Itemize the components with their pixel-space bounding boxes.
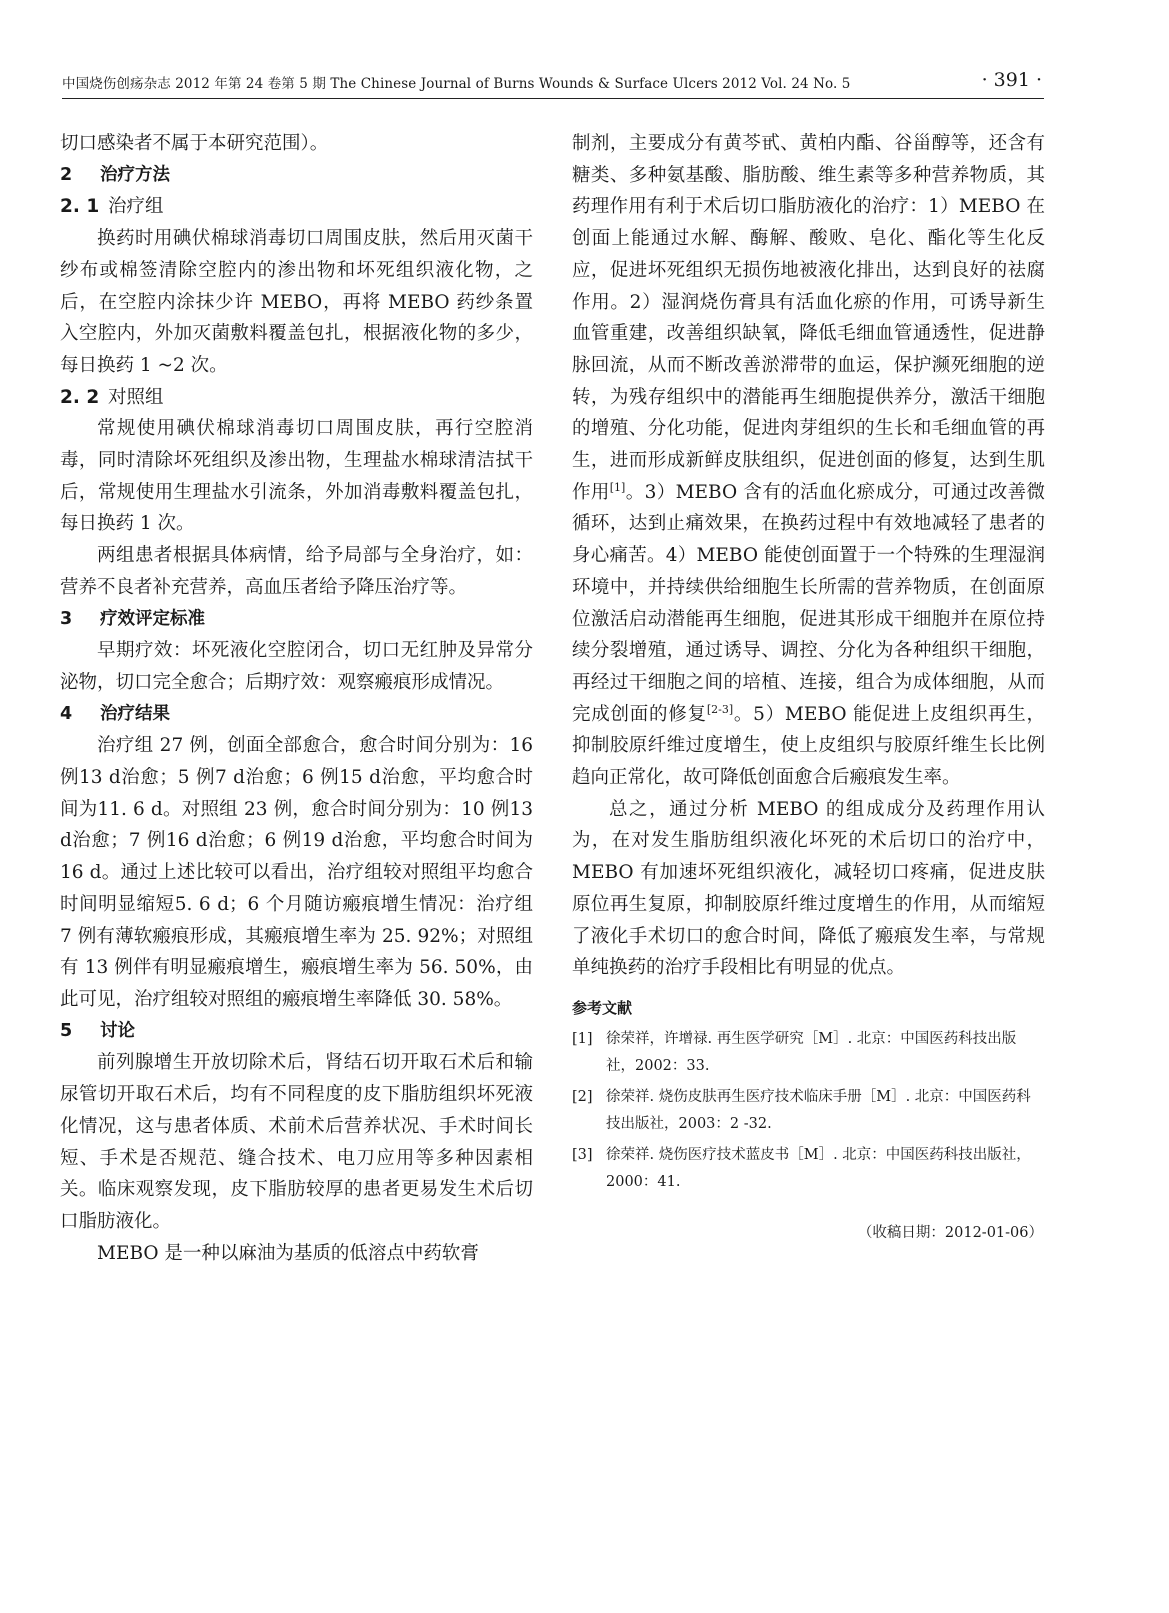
reference-item [572, 1026, 1045, 1080]
reference-list [572, 1026, 1045, 1196]
section-heading [60, 699, 533, 731]
running-title: 中国烧伤创疡杂志 2012 年第 24 卷第 5 期 The Chinese Journal of Burns Wounds & Surface Ulcers 2012 Vol. 24 No. 5 [62, 76, 851, 92]
reference-text: 徐荣祥. 烧伤医疗技术蓝皮书［M］. 北京：中国医药科技出版社，2000：41. [606, 1146, 1031, 1190]
paragraph: 换药时用碘伏棉球消毒切口周围皮肤，然后用灭菌干纱布或棉签清除空腔内的渗出物和坏死组织液化物，之后，在空腔内涂抹少许 MEBO，再将 MEBO 药纱条置入空腔内，外加灭菌敷料覆盖包扎，根据液化物的多少，每日换药 1 ~2 次。 [60, 228, 533, 376]
paragraph-text: 制剂，主要成分有黄芩甙、黄柏内酯、谷甾醇等，还含有糖类、多种氨基酸、脂肪酸、维生素等多种营养物质，其药理作用有利于术后切口脂肪液化的治疗：1）MEBO 在创面上能通过水解、酶解、酸败、皂化、酯化等生化反应，促进坏死组织无损伤地被液化排出，达到良好的祛腐作用。2）湿润烧伤膏具有活血化瘀的作用，可诱导新生血管重建，改善组织缺氧，降低毛细血管通透性，促进静脉回流，从而不断改善淤滞带的血运，保护濒死细胞的逆转，为残存组织中的潜能再生细胞提供养分，激活干细胞的增殖、分化功能，促进肉芽组织的生长和毛细血管的再生，进而形成新鲜皮肤组织，促进创面的修复，达到生肌作用 [572, 133, 1045, 503]
section-heading [60, 604, 533, 636]
subsection-heading [60, 382, 533, 414]
subsection-number: 2. 2 [60, 386, 100, 408]
citation: [2-3] [706, 702, 734, 716]
section-heading [60, 1016, 533, 1048]
running-header [62, 69, 1044, 99]
citation: [1] [609, 480, 626, 494]
reference-number: [1] [572, 1030, 593, 1047]
section-number: 5 [60, 1020, 73, 1041]
paragraph-text: 。5）MEBO 能促进上皮组织再生，抑制胶原纤维过度增生，使上皮组织与胶原纤维生长比例趋向正常化，故可降低创面愈合后瘢痕发生率。 [572, 703, 1045, 789]
reference-number: [3] [572, 1146, 593, 1163]
paragraph: 常规使用碘伏棉球消毒切口周围皮肤，再行空腔消毒，同时清除坏死组织及渗出物，生理盐水棉球清洁拭干后，常规使用生理盐水引流条，外加消毒敷料覆盖包扎，每日换药 1 次。 [60, 418, 533, 535]
section-title: 疗效评定标准 [100, 608, 205, 629]
reference-item [572, 1142, 1045, 1196]
paragraph: 早期疗效：坏死液化空腔闭合，切口无红肿及异常分泌物，切口完全愈合；后期疗效：观察瘢痕形成情况。 [60, 640, 533, 693]
section-heading [60, 160, 533, 192]
page-number: · 391 · [981, 69, 1042, 91]
received-date: （收稿日期：2012-01-06） [857, 1224, 1043, 1241]
paragraph: 前列腺增生开放切除术后，肾结石切开取石术后和输尿管切开取石术后，均有不同程度的皮下脂肪组织坏死液化情况，这与患者体质、术前术后营养状况、手术时间长短、手术是否规范、缝合技术、电刀应用等多种因素相关。临床观察发现，皮下脂肪较厚的患者更易发生术后切口脂肪液化。 [60, 1052, 533, 1232]
reference-item [572, 1084, 1045, 1138]
subsection-title: 治疗组 [108, 196, 164, 218]
subsection-number: 2. 1 [60, 196, 100, 218]
reference-number: [2] [572, 1088, 593, 1105]
subsection-heading [60, 191, 533, 223]
section-title: 治疗结果 [100, 703, 170, 724]
paragraph: 治疗组 27 例，创面全部愈合，愈合时间分别为：16 例13 d治愈；5 例7 d治愈；6 例15 d治愈，平均愈合时间为11. 6 d。对照组 23 例，愈合时间分别为：10 例13 d治愈；7 例16 d治愈；6 例19 d治愈，平均愈合时间为16 d。通过上述比较可以看出，治疗组较对照组平均愈合时间明显缩短5. 6 d；6 个月随访瘢痕增生情况：治疗组 7 例有薄软瘢痕形成，其瘢痕增生率为 25. 92%；对照组有 13 例伴有明显瘢痕增生，瘢痕增生率为 56. 50%，由此可见，治疗组较对照组的瘢痕增生率降低 30. 58%。 [60, 735, 533, 1010]
section-number: 3 [60, 608, 73, 629]
paragraph [572, 128, 1045, 794]
reference-text: 徐荣祥. 烧伤皮肤再生医疗技术临床手册［M］. 北京：中国医药科技出版社，2003：2 -32. [606, 1088, 1031, 1132]
section-title: 讨论 [100, 1020, 135, 1041]
paragraph: 总之，通过分析 MEBO 的组成成分及药理作用认为，在对发生脂肪组织液化坏死的术后切口的治疗中，MEBO 有加速坏死组织液化，减轻切口疼痛，促进皮肤原位再生复原，抑制胶原纤维过度增生的作用，从而缩短了液化手术切口的愈合时间，降低了瘢痕发生率，与常规单纯换药的治疗手段相比有明显的优点。 [572, 798, 1045, 979]
paragraph: 切口感染者不属于本研究范围）。 [60, 133, 329, 154]
section-title: 治疗方法 [100, 164, 170, 185]
section-number: 4 [60, 703, 73, 724]
paragraph: MEBO 是一种以麻油为基质的低溶点中药软膏 [97, 1242, 479, 1264]
paragraph: 两组患者根据具体病情，给予局部与全身治疗，如：营养不良者补充营养，高血压者给予降压治疗等。 [60, 545, 533, 598]
paragraph-text: 。3）MEBO 含有的活血化瘀成分，可通过改善微循环，达到止痛效果，在换药过程中有效地减轻了患者的身心痛苦。4）MEBO 能使创面置于一个特殊的生理湿润环境中，并持续供给细胞生长所需的营养物质，在创面原位激活启动潜能再生细胞，促进其形成干细胞并在原位持续分裂增殖，通过诱导、调控、分化为各种组织干细胞，再经过干细胞之间的培植、连接，组合为成体细胞，从而完成创面的修复 [572, 481, 1045, 725]
subsection-title: 对照组 [108, 386, 164, 408]
references-heading: 参考文献 [572, 998, 633, 1017]
right-column [572, 128, 1045, 1246]
section-number: 2 [60, 164, 73, 185]
reference-text: 徐荣祥，许增禄. 再生医学研究［M］. 北京：中国医药科技出版社，2002：33. [606, 1030, 1017, 1074]
left-column [60, 128, 533, 1269]
